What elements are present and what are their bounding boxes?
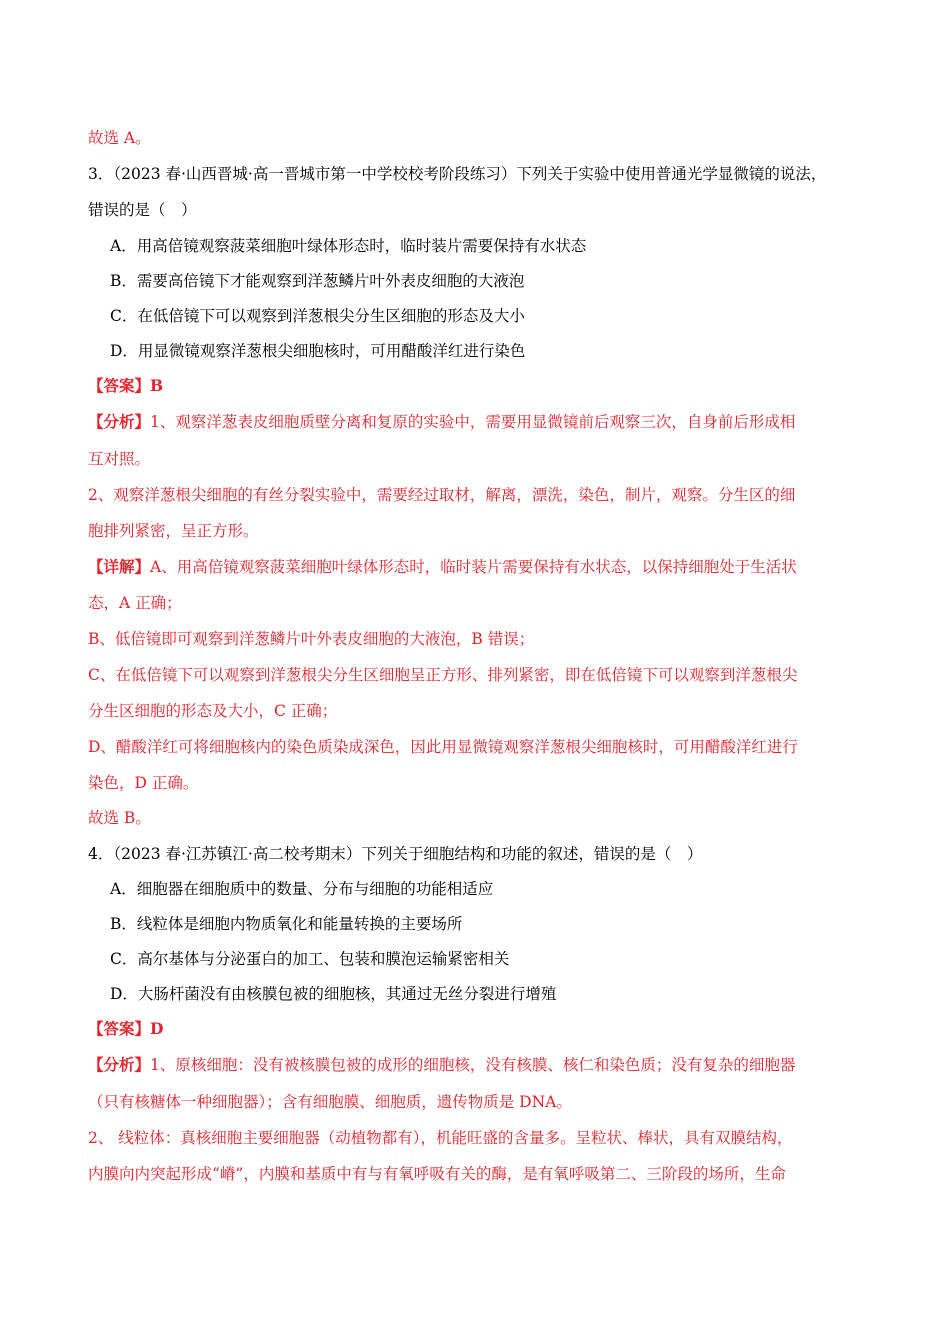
q3-detail-line5: 分生区细胞的形态及大小，C 正确；: [88, 702, 338, 720]
q3-detail-line2: 态，A 正确；: [88, 594, 182, 612]
q4-analysis-line1: [88, 1055, 795, 1075]
answer-label: 【答案】: [88, 1019, 151, 1038]
q3-conclusion: 故选 B。: [88, 809, 151, 827]
q3-answer: [88, 376, 163, 396]
analysis-label: 【分析】: [88, 1055, 151, 1074]
q4-answer: [88, 1019, 163, 1039]
q4-option-c: C．高尔基体与分泌蛋白的加工、包装和膜泡运输紧密相关: [110, 950, 510, 968]
q3-analysis-line2: 互对照。: [88, 450, 151, 468]
q3-stem-line1: 3．（2023 春·山西晋城·高一晋城市第一中学校校考阶段练习）下列关于实验中使用普通光学显微镜的说法，: [88, 165, 827, 183]
q2-conclusion: 故选 A。: [88, 129, 151, 147]
q3-detail-line7: 染色，D 正确。: [88, 774, 199, 792]
q3-stem-line2: 错误的是（ ）: [88, 201, 197, 219]
q3-analysis-line4: 胞排列紧密，呈正方形。: [88, 522, 259, 540]
q4-option-b: B．线粒体是细胞内物质氧化和能量转换的主要场所: [110, 915, 463, 933]
q3-detail-line3: B、低倍镜即可观察到洋葱鳞片叶外表皮细胞的大液泡，B 错误；: [88, 630, 535, 648]
q4-analysis-line4: 内膜向内突起形成“嵴”，内膜和基质中有与有氧呼吸有关的酶，是有氧呼吸第二、三阶段的场所，生命: [88, 1165, 786, 1183]
q3-analysis-line1: [88, 412, 795, 432]
q3-analysis-line3: 2、观察洋葱根尖细胞的有丝分裂实验中，需要经过取材，解离，漂洗，染色，制片，观察。分生区的细: [88, 486, 796, 504]
q4-option-a: A．细胞器在细胞质中的数量、分布与细胞的功能相适应: [110, 880, 494, 898]
q4-analysis-line3: 2、 线粒体：真核细胞主要细胞器（动植物都有），机能旺盛的含量多。呈粒状、棒状，具有双膜结构，: [88, 1129, 793, 1147]
q3-detail-line1: [88, 557, 797, 577]
answer-label: 【答案】: [88, 376, 151, 395]
detail-label: 【详解】: [88, 557, 151, 576]
q3-option-c: C．在低倍镜下可以观察到洋葱根尖分生区细胞的形态及大小: [110, 307, 525, 325]
analysis-label: 【分析】: [88, 412, 151, 431]
detail-text: A、用高倍镜观察菠菜细胞叶绿体形态时，临时装片需要保持有水状态，以保持细胞处于生活状: [150, 558, 797, 576]
q4-analysis-line2: （只有核糖体一种细胞器）；含有细胞膜、细胞质，遗传物质是 DNA。: [88, 1093, 572, 1111]
analysis-text: 1、原核细胞：没有被核膜包被的成形的细胞核，没有核膜、核仁和染色质；没有复杂的细胞器: [150, 1056, 796, 1074]
q4-stem-line1: 4．（2023 春·江苏镇江·高二校考期末）下列关于细胞结构和功能的叙述，错误的是（ ）: [88, 845, 703, 863]
q3-detail-line6: D、醋酸洋红可将细胞核内的染色质染成深色，因此用显微镜观察洋葱根尖细胞核时，可用醋酸洋红进行: [88, 738, 798, 756]
q3-detail-line4: C、在低倍镜下可以观察到洋葱根尖分生区细胞呈正方形、排列紧密，即在低倍镜下可以观察到洋葱根尖: [88, 666, 798, 684]
q3-option-d: D．用显微镜观察洋葱根尖细胞核时，可用醋酸洋红进行染色: [110, 342, 526, 360]
q3-option-b: B．需要高倍镜下才能观察到洋葱鳞片叶外表皮细胞的大液泡: [110, 272, 525, 290]
q4-option-d: D．大肠杆菌没有由核膜包被的细胞核，其通过无丝分裂进行增殖: [110, 985, 557, 1003]
analysis-text: 1、观察洋葱表皮细胞质壁分离和复原的实验中，需要用显微镜前后观察三次，自身前后形成相: [150, 413, 796, 431]
q3-option-a: A．用高倍镜观察菠菜细胞叶绿体形态时，临时装片需要保持有水状态: [110, 237, 587, 255]
answer-value: D: [150, 1019, 164, 1038]
answer-value: B: [150, 376, 164, 395]
